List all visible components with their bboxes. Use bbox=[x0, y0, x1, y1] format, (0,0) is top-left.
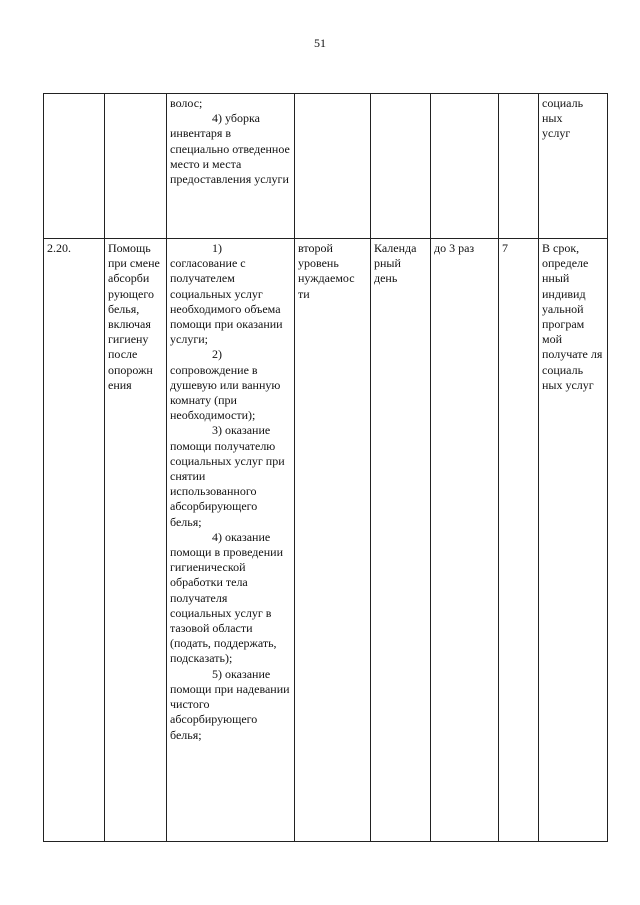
count-cell bbox=[499, 94, 539, 239]
service-content-cell bbox=[167, 239, 295, 842]
need-level-cell: второй уровень нуждаемос ти bbox=[295, 239, 371, 842]
service-step: 3) оказание помощи получателю социальных услуг при снятии использованного абсорбирующего белья; bbox=[170, 423, 285, 529]
period-cell bbox=[371, 94, 431, 239]
service-content-line: волос; bbox=[170, 96, 203, 110]
period-cell: Календа рный день bbox=[371, 239, 431, 842]
service-step: 1) согласование с получателем социальных услуг необходимого объема помощи при оказании услуги; bbox=[170, 241, 283, 347]
service-name-cell: Помощь при смене абсорби рующего белья, включая гигиену после опорожн ения bbox=[105, 239, 167, 842]
row-number-cell: 2.20. bbox=[44, 239, 105, 842]
service-content-cell bbox=[167, 94, 295, 239]
row-number-cell bbox=[44, 94, 105, 239]
service-step: 4) уборка инвентаря в специально отведенное место и места предоставления услуги bbox=[170, 111, 290, 187]
services-table bbox=[43, 93, 608, 842]
deadline-cell: социаль ных услуг bbox=[539, 94, 608, 239]
frequency-cell bbox=[431, 94, 499, 239]
page-number: 51 bbox=[314, 36, 326, 50]
service-step: 4) оказание помощи в проведении гигиенической обработки тела получателя социальных услуг в тазовой области (подать, поддержать, подсказать); bbox=[170, 529, 283, 666]
table-row bbox=[44, 239, 608, 842]
count-cell: 7 bbox=[499, 239, 539, 842]
service-step: 2) сопровождение в душевую или ванную комнату (при необходимости); bbox=[170, 347, 281, 423]
need-level-cell bbox=[295, 94, 371, 239]
service-step: 5) оказание помощи при надевании чистого абсорбирующего белья; bbox=[170, 666, 290, 742]
service-name-cell bbox=[105, 94, 167, 239]
table-row bbox=[44, 94, 608, 239]
deadline-cell: В срок, определе нный индивид уальной програм мой получате ля социаль ных услуг bbox=[539, 239, 608, 842]
frequency-cell: до 3 раз bbox=[431, 239, 499, 842]
